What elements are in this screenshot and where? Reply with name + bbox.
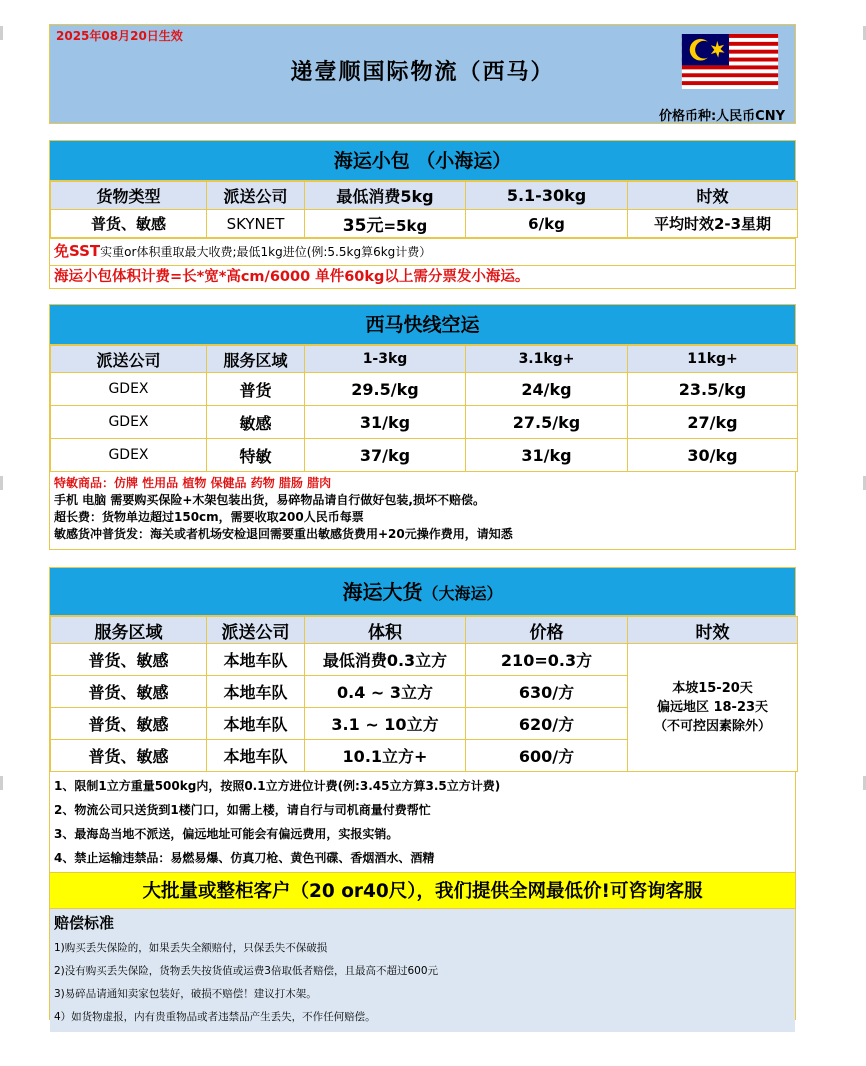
column-header: 3.1kg+ (466, 346, 628, 373)
page-edge-mark (0, 776, 3, 790)
price-1-3kg: 37/kg (305, 439, 466, 472)
service-area: 普货、敏感 (51, 676, 207, 708)
price-3kg-plus: 27.5/kg (466, 406, 628, 439)
column-header: 11kg+ (628, 346, 798, 373)
page-edge-mark (0, 476, 3, 490)
overlength-note: 超长费：货物单边超过150cm，需要收取200人民币每票 (54, 510, 364, 524)
service-area: 普货、敏感 (51, 644, 207, 676)
volume-note: 海运小包体积计费=长*宽*高cm/6000 单件60kg以上需分票发小海运。 (50, 265, 795, 289)
delivery-company: GDEX (51, 373, 207, 406)
delivery-company: GDEX (51, 439, 207, 472)
price-11kg-plus: 30/kg (628, 439, 798, 472)
compensation-section (50, 909, 795, 1032)
transit-time-line: 偏远地区 18-23天 (656, 700, 769, 715)
price-11kg-plus: 23.5/kg (628, 373, 798, 406)
table-row (51, 644, 798, 676)
min-price-suffix: =5kg (383, 217, 428, 235)
min-price-main: 35元 (342, 216, 384, 236)
volume: 0.4 ~ 3立方 (305, 676, 466, 708)
rule-item: 3、最海岛当地不派送，偏远地址可能会有偏远费用，实报实销。 (54, 827, 399, 841)
section-title: 西马快线空运 (50, 305, 795, 345)
restricted-goods-note: 特敏商品：仿牌 性用品 植物 保健品 药物 腊肠 腊肉 (54, 476, 332, 490)
cargo-type: 普货、敏感 (51, 210, 207, 238)
page-edge-mark (0, 26, 3, 40)
transit-time: 平均时效2-3星期 (628, 210, 798, 238)
volume: 3.1 ~ 10立方 (305, 708, 466, 740)
compensation-title: 赔偿标准 (54, 914, 115, 932)
price: 620/方 (466, 708, 628, 740)
section-title-sub: （大海运） (422, 584, 503, 603)
section-title (50, 568, 795, 616)
min-price-cell (305, 210, 466, 238)
air-express-section (49, 304, 796, 550)
column-header: 时效 (628, 182, 798, 210)
sensitive-goods-note: 敏感货冲普货发：海关或者机场安检退回需要重出敏感货费用+20元操作费用，请知悉 (54, 527, 513, 541)
page-title: 递壹顺国际物流（西马） (290, 60, 555, 85)
sst-note (50, 238, 795, 265)
malaysia-flag-icon (681, 34, 779, 89)
sea-freight-table (50, 616, 798, 772)
table-row (51, 210, 798, 238)
volume: 最低消费0.3立方 (305, 644, 466, 676)
rate: 6/kg (466, 210, 628, 238)
compensation-item: 4）如货物虚报，内有贵重物品或者违禁品产生丢失，不作任何赔偿。 (54, 1011, 376, 1023)
column-header: 派送公司 (207, 182, 305, 210)
delivery-company: SKYNET (207, 210, 305, 238)
section-title-main: 海运大货 (342, 580, 423, 604)
column-header: 服务区域 (51, 617, 207, 644)
section-title: 海运小包 （小海运） (50, 141, 795, 181)
table-row (51, 373, 798, 406)
service-area: 敏感 (207, 406, 305, 439)
price-11kg-plus: 27/kg (628, 406, 798, 439)
rule-item: 1、限制1立方重量500kg内，按照0.1立方进位计费(例:3.45立方算3.5立方计费) (54, 779, 501, 793)
column-header: 5.1-30kg (466, 182, 628, 210)
compensation-item: 2)没有购买丢失保险，货物丢失按货值或运费3倍取低者赔偿，且最高不超过600元 (54, 965, 438, 977)
currency-label: 价格币种:人民币CNY (658, 109, 785, 124)
price: 600/方 (466, 740, 628, 772)
rule-item: 2、物流公司只送货到1楼门口，如需上楼，请自行与司机商量付费帮忙 (54, 803, 431, 817)
column-header: 体积 (305, 617, 466, 644)
column-header: 派送公司 (51, 346, 207, 373)
delivery-company: 本地车队 (207, 644, 305, 676)
sea-small-table (50, 181, 798, 238)
page-header (49, 24, 796, 124)
service-area: 普货、敏感 (51, 740, 207, 772)
column-header: 货物类型 (51, 182, 207, 210)
air-express-table (50, 345, 798, 472)
column-header: 1-3kg (305, 346, 466, 373)
delivery-company: GDEX (51, 406, 207, 439)
column-header: 派送公司 (207, 617, 305, 644)
delivery-company: 本地车队 (207, 708, 305, 740)
electronics-note: 手机 电脑 需要购买保险+木架包装出货，易碎物品请自行做好包装,损坏不赔偿。 (54, 493, 485, 507)
sea-freight-rules (50, 772, 795, 872)
column-header: 时效 (628, 617, 798, 644)
compensation-item: 3)易碎品请通知卖家包装好，破损不赔偿！建议打木架。 (54, 988, 317, 1000)
price-3kg-plus: 31/kg (466, 439, 628, 472)
delivery-company: 本地车队 (207, 740, 305, 772)
transit-time-cell (628, 644, 798, 772)
sea-freight-section (49, 567, 796, 1023)
price: 210=0.3方 (466, 644, 628, 676)
air-express-notes (50, 472, 795, 546)
transit-time-line: 本坡15-20天 (672, 681, 753, 696)
price-3kg-plus: 24/kg (466, 373, 628, 406)
bulk-customer-banner: 大批量或整柜客户（20 or40尺），我们提供全网最低价!可咨询客服 (50, 872, 795, 909)
table-row (51, 439, 798, 472)
compensation-item: 1)购买丢失保险的，如果丢失全额赔付，只保丢失不保破损 (54, 942, 328, 954)
delivery-company: 本地车队 (207, 676, 305, 708)
price: 630/方 (466, 676, 628, 708)
sea-small-package-section (49, 140, 796, 289)
transit-time-line: （不可控因素除外） (653, 719, 771, 734)
column-header: 服务区域 (207, 346, 305, 373)
sst-highlight: 免SST (54, 242, 101, 260)
column-header: 最低消费5kg (305, 182, 466, 210)
effective-date: 2025年08月20日生效 (56, 29, 183, 43)
price-1-3kg: 29.5/kg (305, 373, 466, 406)
service-area: 普货、敏感 (51, 708, 207, 740)
service-area: 特敏 (207, 439, 305, 472)
rule-item: 4、禁止运输违禁品：易燃易爆、仿真刀枪、黄色刊碟、香烟酒水、酒精 (54, 851, 435, 865)
price-1-3kg: 31/kg (305, 406, 466, 439)
service-area: 普货 (207, 373, 305, 406)
volume: 10.1立方+ (305, 740, 466, 772)
sst-note-text: 实重or体积重取最大收费;最低1kg进位(例:5.5kg算6kg计费） (100, 245, 432, 259)
table-row (51, 406, 798, 439)
column-header: 价格 (466, 617, 628, 644)
